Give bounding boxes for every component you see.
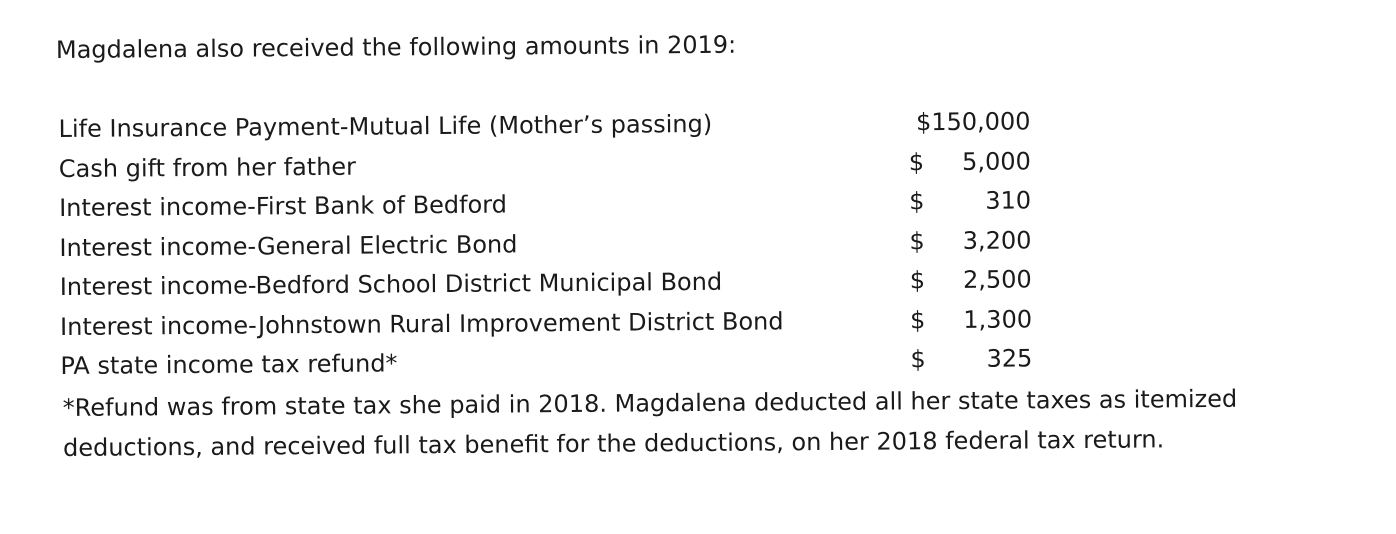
item-label: Interest income-First Bank of Bedford bbox=[59, 190, 508, 223]
item-amount: $150,000 bbox=[915, 107, 1031, 137]
item-label: PA state income tax refund* bbox=[60, 349, 398, 381]
intro-text: Magdalena also received the following amounts in 2019: bbox=[55, 30, 737, 65]
list-item bbox=[60, 339, 1060, 386]
income-items-list bbox=[58, 102, 1060, 386]
item-dollar-sign: $ bbox=[909, 226, 925, 255]
item-dollar-sign: $ bbox=[908, 147, 925, 176]
item-amount: 325 bbox=[986, 344, 1033, 373]
item-label: Interest income-Bedford School District Municipal Bond bbox=[59, 267, 723, 302]
item-amount: 2,500 bbox=[962, 265, 1032, 294]
item-label: Life Insurance Payment-Mutual Life (Mother’s passing) bbox=[58, 109, 713, 144]
item-dollar-sign: $ bbox=[909, 187, 925, 216]
item-label: Interest income-Johnstown Rural Improvement District Bond bbox=[59, 306, 784, 341]
footnote-line: deductions, and received full tax benefit for the deductions, on her 2018 federal tax return. bbox=[62, 425, 1165, 462]
item-dollar-sign: $ bbox=[910, 345, 926, 374]
item-label: Interest income-General Electric Bond bbox=[59, 229, 518, 262]
item-label: Cash gift from her father bbox=[58, 152, 357, 183]
refund-footnote bbox=[63, 378, 1384, 468]
item-amount: 1,300 bbox=[963, 304, 1033, 334]
footnote-line: *Refund was from state tax she paid in 2018. Magdalena deducted all her state taxes as itemized bbox=[62, 384, 1238, 422]
item-amount: 3,200 bbox=[962, 225, 1032, 255]
item-amount: 5,000 bbox=[961, 146, 1031, 176]
item-dollar-sign: $ bbox=[909, 266, 926, 295]
item-dollar-sign: $ bbox=[909, 305, 926, 334]
item-amount: 310 bbox=[985, 186, 1032, 215]
